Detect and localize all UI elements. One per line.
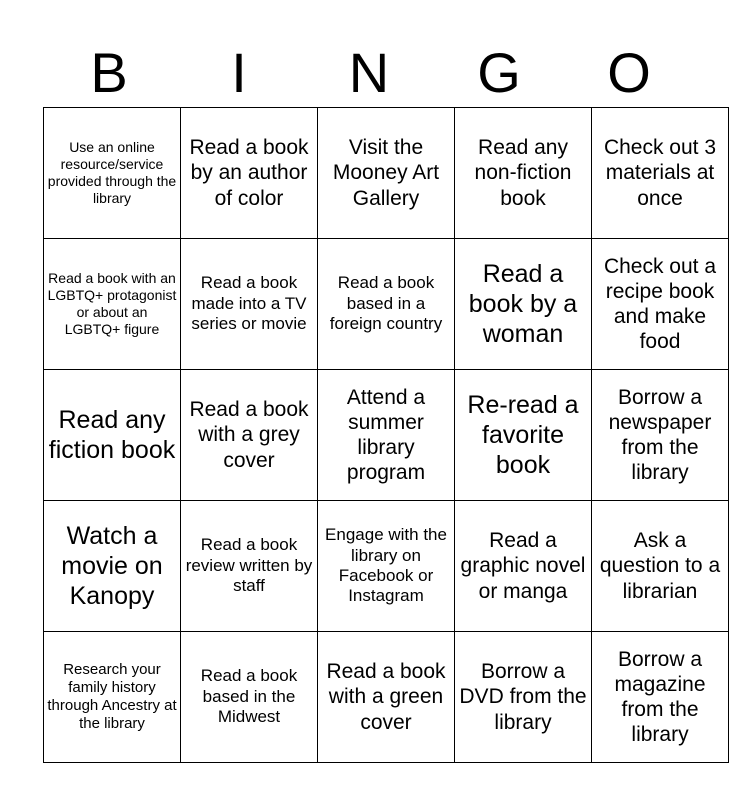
board-row-5 (44, 632, 729, 763)
bingo-cell[interactable]: Engage with the library on Facebook or Instagram (318, 501, 455, 632)
bingo-cell[interactable]: Attend a summer library program (318, 370, 455, 501)
bingo-header (44, 40, 694, 106)
bingo-cell[interactable]: Read any fiction book (44, 370, 181, 501)
header-letter-n: N (348, 41, 390, 104)
board-row-1 (44, 108, 729, 239)
bingo-cell[interactable]: Read a book by an author of color (181, 108, 318, 239)
bingo-cell[interactable]: Read a book with a green cover (318, 632, 455, 763)
board-row-2 (44, 239, 729, 370)
bingo-cell[interactable]: Read a graphic novel or manga (455, 501, 592, 632)
bingo-cell[interactable]: Borrow a newspaper from the library (592, 370, 729, 501)
bingo-cell[interactable]: Read a book review written by staff (181, 501, 318, 632)
header-letter-o: O (607, 41, 651, 104)
bingo-cell[interactable]: Check out a recipe book and make food (592, 239, 729, 370)
bingo-cell[interactable]: Watch a movie on Kanopy (44, 501, 181, 632)
bingo-cell[interactable]: Read a book based in a foreign country (318, 239, 455, 370)
bingo-cell[interactable]: Borrow a DVD from the library (455, 632, 592, 763)
bingo-cell[interactable]: Use an online resource/service provided through the library (44, 108, 181, 239)
bingo-cell[interactable]: Ask a question to a librarian (592, 501, 729, 632)
bingo-cell[interactable]: Visit the Mooney Art Gallery (318, 108, 455, 239)
bingo-cell[interactable]: Re-read a favorite book (455, 370, 592, 501)
bingo-cell[interactable]: Read a book based in the Midwest (181, 632, 318, 763)
bingo-cell[interactable]: Research your family history through Ancestry at the library (44, 632, 181, 763)
header-letter-i: I (231, 41, 247, 104)
board-row-4 (44, 501, 729, 632)
header-letter-b: B (90, 41, 128, 104)
bingo-board (43, 107, 729, 763)
bingo-cell[interactable]: Read a book with an LGBTQ+ protagonist or about an LGBTQ+ figure (44, 239, 181, 370)
bingo-cell[interactable]: Read a book made into a TV series or movie (181, 239, 318, 370)
header-letter-g: G (477, 41, 521, 104)
bingo-cell[interactable]: Check out 3 materials at once (592, 108, 729, 239)
bingo-cell[interactable]: Read any non-fiction book (455, 108, 592, 239)
board-row-3 (44, 370, 729, 501)
bingo-cell[interactable]: Read a book by a woman (455, 239, 592, 370)
bingo-cell[interactable]: Borrow a magazine from the library (592, 632, 729, 763)
bingo-cell[interactable]: Read a book with a grey cover (181, 370, 318, 501)
